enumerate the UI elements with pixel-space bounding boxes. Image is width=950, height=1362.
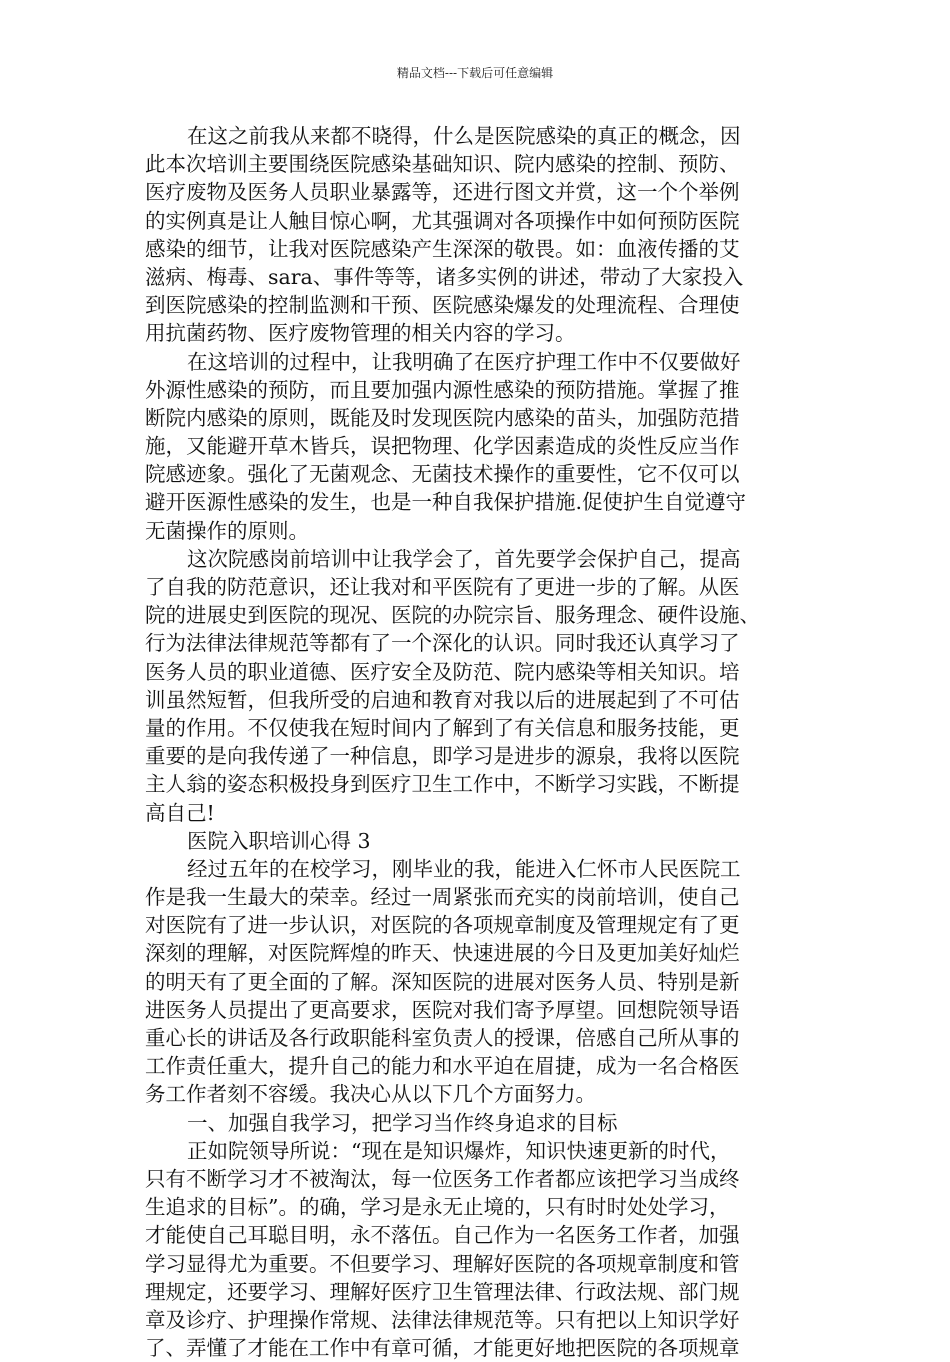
text-line: 训虽然短暂，但我所受的启迪和教育对我以后的进展起到了不可估 — [145, 687, 740, 712]
text-line: 只有不断学习才不被淘汰，每一位医务工作者都应该把学习当成终 — [145, 1166, 740, 1191]
text-line: 作是我一生最大的荣幸。经过一周紧张而充实的岗前培训，使自己 — [145, 885, 740, 910]
text-line: 进医务人员提出了更高要求，医院对我们寄予厚望。回想院领导语 — [145, 997, 740, 1022]
text-line: 滋病、梅毒、sara、事件等等，诸多实例的讲述，带动了大家投入 — [145, 264, 744, 289]
text-line: 这次院感岗前培训中让我学会了，首先要学会保护自己，提高 — [187, 546, 741, 571]
text-line: 到医院感染的控制监测和干预、医院感染爆发的处理流程、合理使 — [145, 293, 740, 318]
text-line: 章及诊疗、护理操作常规、法律法律规范等。只有把以上知识学好 — [145, 1307, 740, 1332]
text-line: 医院入职培训心得 3 — [187, 828, 371, 853]
text-line: 量的作用。不仅使我在短时间内了解到了有关信息和服务技能，更 — [145, 715, 740, 740]
text-line: 的实例真是让人触目惊心啊，尤其强调对各项操作中如何预防医院 — [145, 208, 740, 233]
text-line: 了、弄懂了才能在工作中有章可循，才能更好地把医院的各项规章 — [145, 1336, 740, 1361]
text-line: 外源性感染的预防，而且要加强内源性感染的预防措施。掌握了推 — [145, 377, 740, 402]
text-line: 在这之前我从来都不晓得，什么是医院感染的真正的概念，因 — [187, 124, 741, 148]
text-line: 避开医源性感染的发生，也是一种自我保护措施.促使护生自觉遵守 — [145, 490, 747, 515]
text-line: 主人翁的姿态积极投身到医疗卫生工作中，不断学习实践，不断提 — [145, 772, 740, 797]
text-line: 感染的细节，让我对医院感染产生深深的敬畏。如：血液传播的艾 — [145, 236, 740, 261]
document-body — [145, 122, 817, 1362]
page-header: 精品文档---下载后可任意编辑 — [396, 66, 554, 80]
text-line: 医疗废物及医务人员职业暴露等，还进行图文并赏，这一个个举例 — [145, 180, 740, 205]
text-line: 一、加强自我学习，把学习当作终身追求的目标 — [187, 1110, 618, 1135]
text-line: 行为法律法律规范等都有了一个深化的认识。同时我还认真学习了 — [145, 631, 740, 656]
text-line: 院的进展史到医院的现况、医院的办院宗旨、服务理念、硬件设施、 — [145, 603, 760, 628]
text-line: 经过五年的在校学习，刚毕业的我，能进入仁怀市人民医院工 — [187, 856, 741, 881]
text-line: 务工作者刻不容缓。我决心从以下几个方面努力。 — [145, 1082, 596, 1107]
text-line: 重心长的讲话及各行政职能科室负责人的授课，倍感自己所从事的 — [145, 1026, 740, 1050]
text-line: 医务人员的职业道德、医疗安全及防范、院内感染等相关知识。培 — [145, 659, 740, 684]
text-line: 此本次培训主要围绕医院感染基础知识、院内感染的控制、预防、 — [145, 152, 740, 177]
text-line: 工作责任重大，提升自己的能力和水平迫在眉捷，成为一名合格医 — [145, 1054, 740, 1079]
text-line: 施，又能避开草木皆兵，误把物理、化学因素造成的炎性反应当作 — [145, 434, 740, 459]
text-line: 在这培训的过程中，让我明确了在医疗护理工作中不仅要做好 — [187, 349, 741, 374]
text-line: 断院内感染的原则，既能及时发现医院内感染的苗头，加强防范措 — [145, 405, 740, 430]
text-line: 重要的是向我传递了一种信息，即学习是进步的源泉，我将以医院 — [145, 744, 740, 769]
text-line: 了自我的防范意识，还让我对和平医院有了更进一步的了解。从医 — [145, 575, 740, 599]
text-line: 对医院有了进一步认识，对医院的各项规章制度及管理规定有了更 — [145, 913, 740, 938]
text-line: 生追求的目标”。的确，学习是永无止境的，只有时时处处学习， — [145, 1195, 730, 1220]
text-line: 用抗菌药物、医疗废物管理的相关内容的学习。 — [145, 321, 576, 346]
text-line: 学习显得尤为重要。不但要学习、理解好医院的各项规章制度和管 — [145, 1251, 740, 1276]
text-line: 院感迹象。强化了无菌观念、无菌技术操作的重要性，它不仅可以 — [145, 462, 740, 487]
text-line: 的明天有了更全面的了解。深知医院的进展对医务人员、特别是新 — [145, 969, 740, 994]
text-line: 无菌操作的原则。 — [145, 518, 309, 543]
text-line: 正如院领导所说：“现在是知识爆炸，知识快速更新的时代， — [187, 1138, 731, 1163]
text-line: 深刻的理解，对医院辉煌的昨天、快速进展的今日及更加美好灿烂 — [145, 941, 740, 966]
text-line: 理规定，还要学习、理解好医疗卫生管理法律、行政法规、部门规 — [145, 1279, 740, 1304]
text-line: 才能使自己耳聪目明，永不落伍。自己作为一名医务工作者，加强 — [145, 1223, 740, 1248]
text-line: 高自己! — [145, 800, 215, 825]
